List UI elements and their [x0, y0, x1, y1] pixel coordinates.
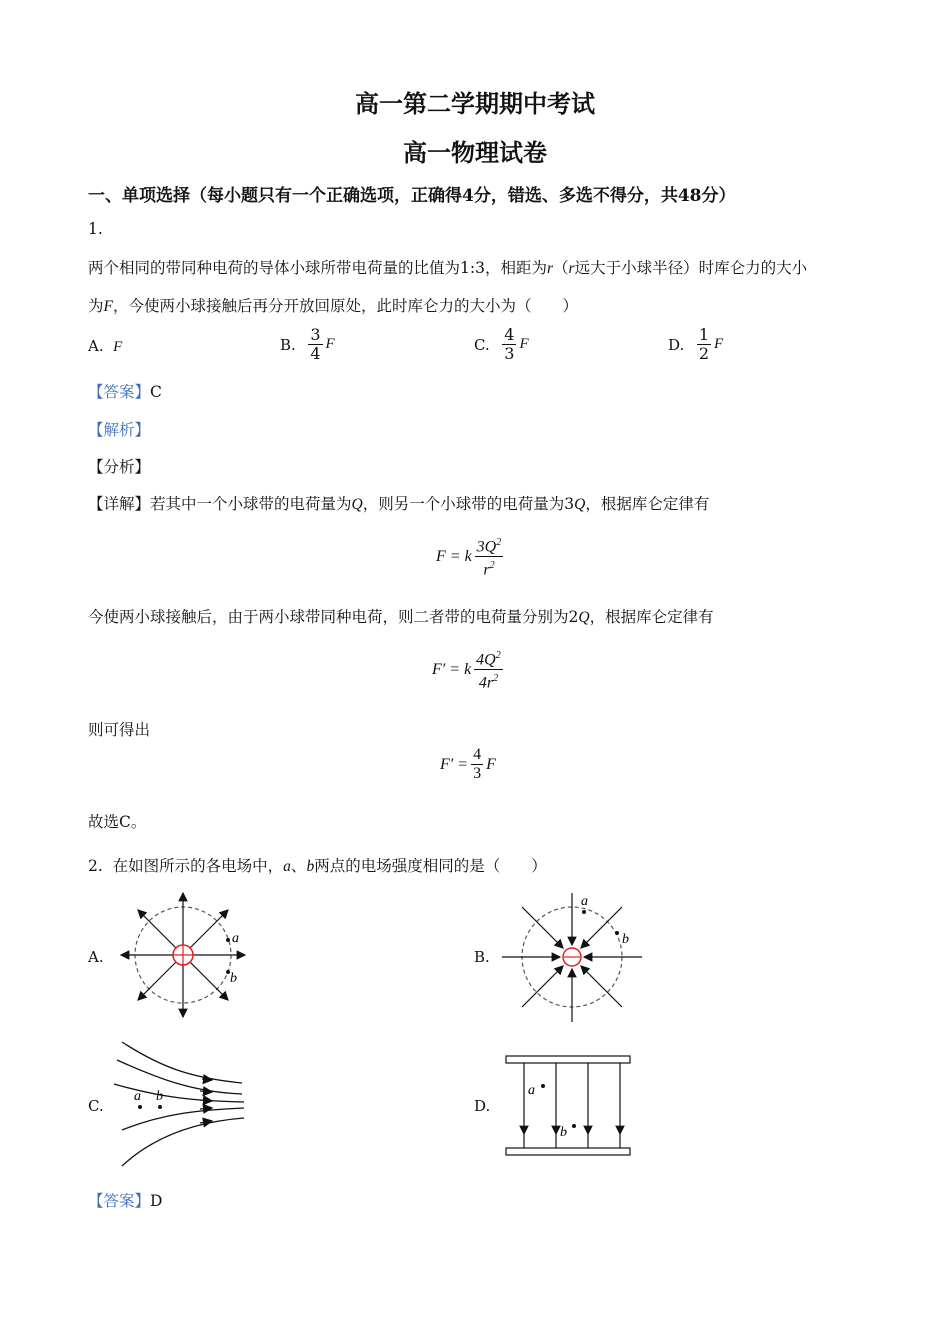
figure-c-curved-field — [112, 1038, 252, 1173]
q1-option-a: A. F — [88, 337, 123, 355]
formula-coulomb-2: F′ = k $\frac{4Q^2}{4r^2}$ — [432, 647, 506, 693]
q1-option-d: D. $\frac{1}{2}$ F — [668, 325, 724, 363]
paper-title: 高一物理试卷 — [403, 138, 547, 167]
q1-line3: 今使两小球接触后，由于两小球带同种电荷，则二者带的电荷量分别为2Q，根据库仑定律有 — [88, 608, 714, 626]
q2-stem: 2. 在如图所示的各电场中，a、b两点的电场强度相同的是（ ） — [88, 857, 547, 875]
q1-conclusion: 故选C。 — [88, 813, 147, 831]
figure-c-point-b: b — [156, 1089, 163, 1104]
q2-option-b-label: B. — [474, 948, 490, 966]
q1-line4: 则可得出 — [88, 721, 151, 739]
figure-b-point-b: b — [622, 932, 629, 947]
formula-coulomb-1: F = k $\frac{3Q^2}{r^2}$ — [436, 534, 506, 580]
q1-option-b: B. $\frac{3}{4}$ F — [280, 325, 335, 363]
q1-detail-line: 【详解】若其中一个小球带的电荷量为Q，则另一个小球带的电荷量为3Q，根据库仑定律有 — [88, 495, 710, 513]
q2-option-a-label: A. — [88, 948, 104, 966]
q2-answer: 【答案】D — [88, 1192, 163, 1210]
figure-d-point-a: a — [528, 1083, 535, 1098]
figure-b-negative-charge — [500, 890, 650, 1030]
q2-option-d-label: D. — [474, 1097, 491, 1115]
figure-a-point-a: a — [232, 931, 239, 946]
q1-stem-line2: 为F，今使两小球接触后再分开放回原处，此时库仑力的大小为（ ） — [88, 297, 578, 315]
figure-d-point-b: b — [560, 1125, 567, 1140]
q1-answer: 【答案】C — [88, 383, 162, 401]
q1-fenxi-tag: 【分析】 — [88, 458, 151, 476]
q2-option-c-label: C. — [88, 1097, 104, 1115]
q1-analysis-tag: 【解析】 — [88, 421, 151, 439]
figure-d-uniform-field — [500, 1052, 640, 1162]
q1-option-c: C. $\frac{4}{3}$ F — [474, 325, 529, 363]
formula-result: F′ = $\frac{4}{3}$ F — [440, 746, 496, 782]
figure-c-point-a: a — [134, 1089, 141, 1104]
figure-a-positive-charge — [118, 890, 258, 1030]
figure-b-point-a: a — [581, 894, 588, 909]
section-heading: 一、单项选择（每小题只有一个正确选项，正确得4分，错选、多选不得分，共48分） — [88, 186, 736, 206]
figure-a-point-b: b — [230, 971, 237, 986]
q1-stem-line1: 两个相同的带同种电荷的导体小球所带电荷量的比值为1:3，相距为r（r远大于小球半径）时库仑力的大小 — [88, 259, 808, 277]
exam-title: 高一第二学期期中考试 — [355, 89, 595, 118]
q1-number: 1. — [88, 220, 103, 238]
